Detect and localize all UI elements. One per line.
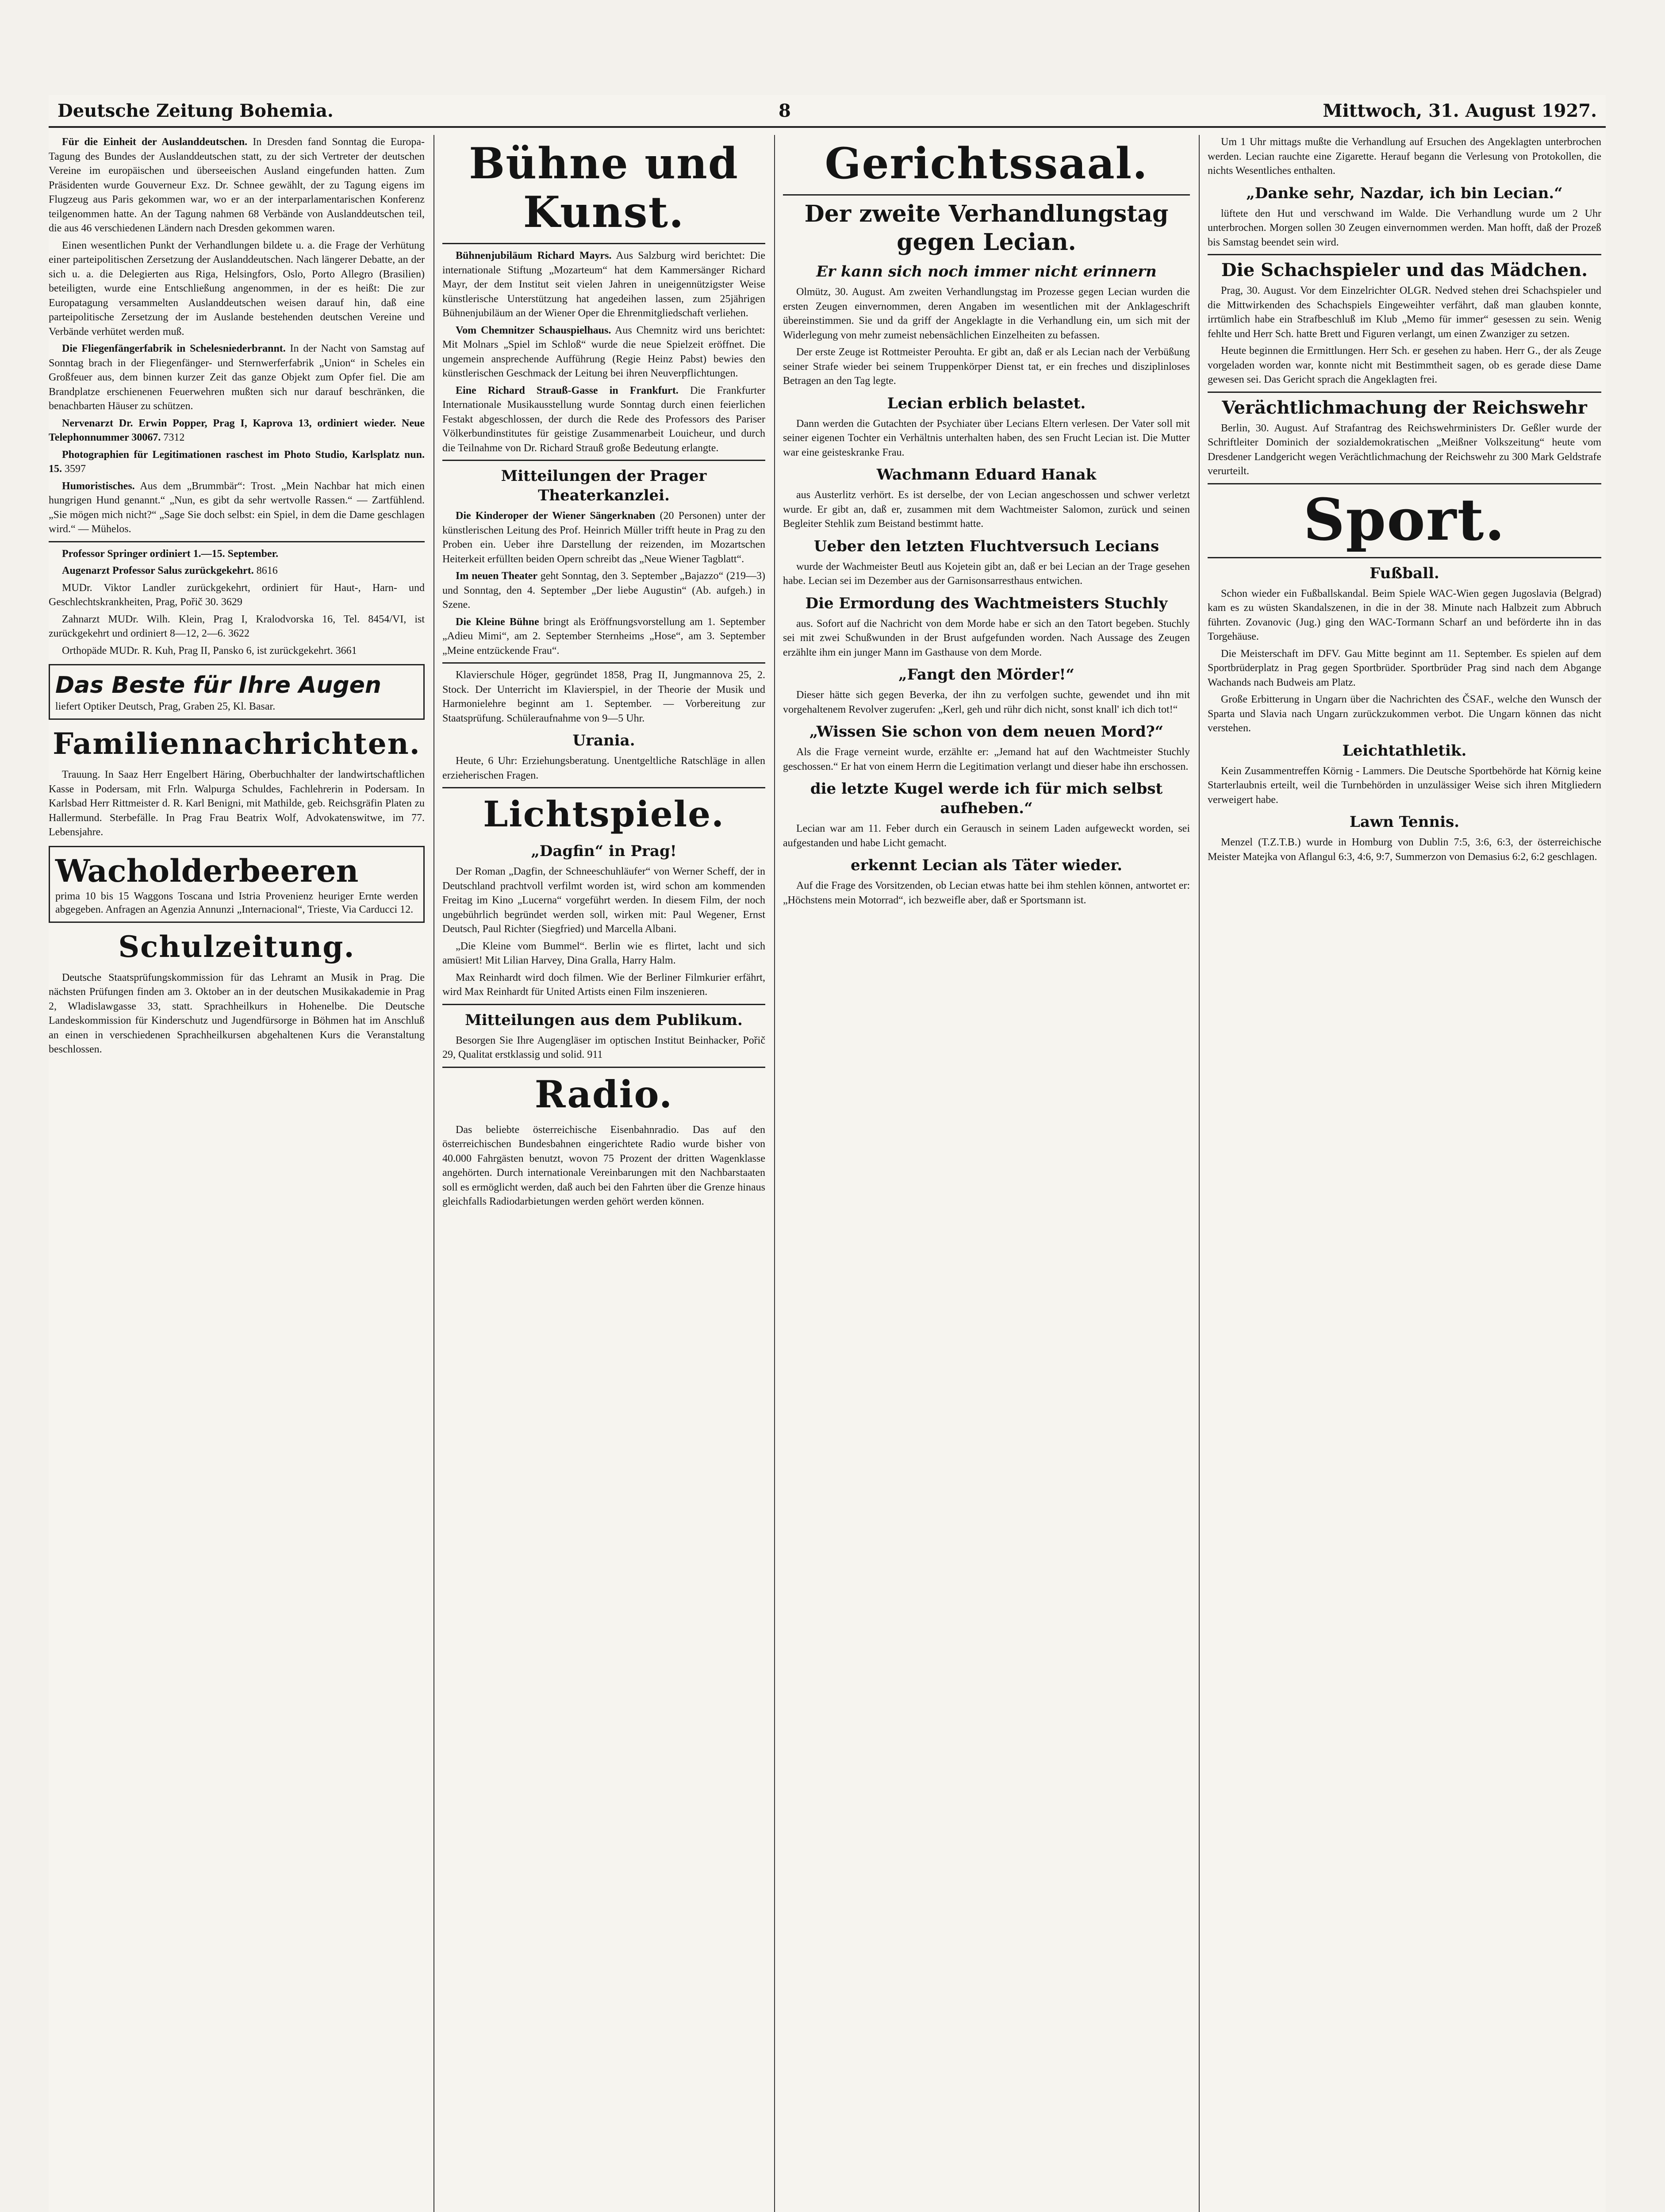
article-paragraph: Große Erbitterung in Ungarn über die Nachrichten des ČSAF., welche den Wunsch der Sparta und Slavia nach Ungarn zurückzukommen verbot. Die Ungarn können das nicht verstehen. <box>1208 694 1601 734</box>
article-paragraph: Die Kinderoper der Wiener Sängerknaben (20 Personen) unter der künstlerischen Leitung des Prof. Heinrich Müller trifft heute in Prag zu den Proben ein. Ueber ihre Darstellung der reizenden, im Mozartschen Heiterkeit erfüllten beiden Opern schreibt das „Neue Wiener Tagblatt“. <box>442 510 765 565</box>
article-title: Vom Chemnitzer Schauspielhaus. <box>456 324 611 336</box>
article-paragraph: Als die Frage verneint wurde, erzählte er: „Jemand hat auf den Wachtmeister Stuchly geschossen.“ Er hat von einem Herrn die Legitimation verlangt und dieser habe ihn erschossen. <box>783 746 1190 772</box>
article-paragraph: Lecian war am 11. Feber durch ein Gerausch in seinem Laden aufgeweckt worden, sei aufgestanden und habe Licht gemacht. <box>783 823 1190 849</box>
column-2 <box>442 135 765 2212</box>
notice: Photographien für Legitimationen raschest im Photo Studio, Karlsplatz nun. 15. 3597 <box>49 449 425 475</box>
section-heading: Schulzeitung. <box>118 929 355 964</box>
notice: Orthopäde MUDr. R. Kuh, Prag II, Pansko 6, ist zurückgekehrt. 3661 <box>62 645 357 657</box>
article-paragraph: Heute, 6 Uhr: Erziehungsberatung. Unentgeltliche Ratschläge in allen erzieherischen Fragen. <box>442 755 765 781</box>
column-rule <box>774 135 775 2212</box>
article-title: Für die Einheit der Auslanddeutschen. <box>62 136 248 148</box>
article-title: Die Fliegenfängerfabrik in Schelesniederbrannt. <box>62 343 286 354</box>
article-paragraph: Prag, 30. August. Vor dem Einzelrichter OLGR. Nedved stehen drei Schachspieler und die Mittwirkenden des Schachspiels Eingeweihter verfährt, daß man glauben konnte, irrtümlich habe ein Strafbeschluß im Klub „Memo für immer“ gesessen zu sein. Wenig fehlte und Herr Sch. hatte Brett und Figuren verlangt, um einen Zwanziger zu setzen. <box>1208 285 1601 340</box>
article-paragraph: Die Kleine Bühne bringt als Eröffnungsvorstellung am 1. September „Adieu Mimi“, am 2. September Sternheims „Hose“, am 3. September „Meine entzückende Frau“. <box>442 616 765 657</box>
article-paragraph: Der Roman „Dagfin, der Schneeschuhläufer“ von Werner Scheff, der in Deutschland prachtvoll verfilmt worden ist, wird schon am kommenden Freitag im Kino „Lucerna“ vorgeführt werden. In diesem Film, der noch ungebührlich begründet werden soll, wirken mit: Paul Wegener, Ernst Deutsch, Paul Richter (Siegfried) und Marcella Albani. <box>442 866 765 935</box>
article-paragraph: Das beliebte österreichische Eisenbahnradio. Das auf den österreichischen Bundesbahnen eingerichtete Radio wurde bisher von 40.000 Fahrgästen benutzt, wovon 75 Prozent der dritten Wagenklasse angehörten. Durch internationale Vereinbarungen mit den Nachbarstaaten soll es ermöglicht werden, daß auch bei den Fahrten über die Grenze hinaus gleichfalls Radiodarbietungen werden gehört werden können. <box>442 1124 765 1207</box>
article-paragraph: Heute beginnen die Ermittlungen. Herr Sch. er gesehen zu haben. Herr G., der als Zeuge vorgeladen worden war, konnte nicht mit Bestimmtheit sagen, ob es gerade diese Dame gewesen sei. Das Gericht sprach die Angeklagten frei. <box>1208 345 1601 385</box>
ad-body: prima 10 bis 15 Waggons Toscana und Istria Provenienz heuriger Ernte werden abgegeben. Anfragen an Agenzia Annunzi „Internacional“, Trieste, Via Carducci 12. <box>55 890 418 915</box>
divider <box>442 787 765 788</box>
article-paragraph: aus. Sofort auf die Nachricht von dem Morde habe er sich an den Tatort begeben. Stuchly sei mit zwei Schußwunden in der Brust aufgefunden worden. Nach Aussage des Zeugen erzählte ihm ein junger Mann im Gasthause von dem Morde. <box>783 618 1190 658</box>
section-heading: Radio. <box>534 1072 673 1116</box>
article-paragraph: aus Austerlitz verhört. Es ist derselbe, der von Lecian angeschossen und schwer verletzt wurde. Er gibt an, daß er, zusammen mit dem Wachtmeister Salomon, zurück und seinen Begleiter Stehlik zum Beistand bestimmt hatte. <box>783 489 1190 530</box>
article-paragraph: Menzel (T.Z.T.B.) wurde in Homburg von Dublin 7:5, 3:6, 6:3, der österreichische Meister Matejka von Aflangul 6:3, 4:6, 9:7, Summerzon von Demasius 6:2, 6:2 geschlagen. <box>1208 837 1601 863</box>
article-headline: Der zweite Verhandlungstag gegen Lecian. <box>804 200 1169 256</box>
subsection-heading: „Dagfin“ in Prag! <box>531 842 677 860</box>
divider <box>442 243 765 244</box>
article-paragraph: Dieser hätte sich gegen Beverka, der ihn zu verfolgen suchte, gewendet und ihn mit vorgehaltenem Revolver zugerufen: „Kerl, geh und rühr dich nicht, sonst knall' ich dich tot!“ <box>783 689 1190 715</box>
page-number: 8 <box>779 100 791 121</box>
article-paragraph: Um 1 Uhr mittags mußte die Verhandlung auf Ersuchen des Angeklagten unterbrochen werden. Lecian rauchte eine Zigarette. Herauf begann die Verlesung von Protokollen, die nichts Wesentliches enthalten. <box>1208 136 1601 177</box>
masthead <box>49 95 1606 128</box>
article-paragraph: Trauung. In Saaz Herr Engelbert Häring, Oberbuchhalter der landwirtschaftlichen Kasse in Podersam, mit Frln. Walpurga Schuldes, Fachlehrerin in Podersam. In Karlsbad Herr Rittmeister d. R. Karl Benigni, mit Mathilde, geb. Reichsgräfin Platen zu Hallermund. Sterbefälle. In Prag Frau Beatrix Wolf, Advokatenswitwe, im 77. Lebensjahre. <box>49 769 425 838</box>
article-paragraph: Im neuen Theater geht Sonntag, den 3. September „Bajazzo“ (219—3) und Sonntag, den 4. September „Der liebe Augustin“ (Ab. aufgeh.) in Szene. <box>442 570 765 611</box>
notice: Augenarzt Professor Salus zurückgekehrt. 8616 <box>62 565 278 576</box>
column-rule <box>1199 135 1200 2212</box>
divider <box>1208 557 1601 558</box>
column-1 <box>49 135 425 2212</box>
article-paragraph: Deutsche Staatsprüfungskommission für das Lehramt an Musik in Prag. Die nächsten Prüfungen finden am 3. Oktober an in der deutschen Musikakademie in Prag 2, Wladislawgasse 33, statt. Sprachheilkurs in Hohenelbe. Die Deutsche Landeskommission für Kinderschutz und Jugendfürsorge in Böhmen hat im Anschluß an einen in verschiedenen Sprachheilkursen abgehaltenen Kurs die Veranstaltung beschlossen. <box>49 972 425 1055</box>
article-paragraph: Olmütz, 30. August. Am zweiten Verhandlungstag im Prozesse gegen Lecian wurden die ersten Zeugen einvernommen, deren Angaben im wesentlichen mit der Anklageschrift übereinstimmen. Sie und da griff der Angeklagte in die Verhandlung ein, um sich mit der Widerlegung von mehr zumeist nebensächlichen Einzelheiten zu befassen. <box>783 286 1190 341</box>
article-paragraph: „Die Kleine vom Bummel“. Berlin wie es flirtet, lacht und sich amüsiert! Mit Lilian Harvey, Dina Gralla, Harry Halm. <box>442 940 765 966</box>
ad-body: liefert Optiker Deutsch, Prag, Graben 25, Kl. Basar. <box>55 701 276 712</box>
article-headline: Die Schachspieler und das Mädchen. <box>1221 260 1588 280</box>
subsection-heading: Die Ermordung des Wachtmeisters Stuchly <box>805 594 1168 612</box>
advertisement <box>49 846 425 923</box>
section-heading: Lichtspiele. <box>483 793 725 835</box>
article-paragraph: Vom Chemnitzer Schauspielhaus. Aus Chemnitz wird uns berichtet: Mit Molnars „Spiel im Schloß“ wurde die neue Spielzeit eröffnet. Die ungemein ansprechende Aufführung (Regie Heinz Pabst) bewies den künstlerischen Geschmack der Leitung bei ihren Neuverpflichtungen. <box>442 324 765 379</box>
newspaper-page <box>49 95 1606 2212</box>
subsection-heading: Leichtathletik. <box>1342 741 1467 760</box>
section-heading: Gerichtssaal. <box>825 138 1148 188</box>
subsection-heading: Fußball. <box>1370 564 1439 582</box>
advertisement <box>49 664 425 720</box>
notice: Nervenarzt Dr. Erwin Popper, Prag I, Kaprova 13, ordiniert wieder. Neue Telephonnummer 30067. 7312 <box>49 417 425 443</box>
article-paragraph: Bühnenjubiläum Richard Mayrs. Aus Salzburg wird berichtet: Die internationale Stiftung „Mozarteum“ hat dem Kammersänger Richard Mayr, der dem Institut seit vielen Jahren in uneigennützigster Weise künstlerische Unterstützung hat angedeihen lassen, zum 25jährigen Bühnenjubiläum an der Wiener Oper die Ehrenmitgliedschaft verliehen. <box>442 250 765 319</box>
masthead-paper-name: Deutsche Zeitung Bohemia. <box>58 100 334 121</box>
article-paragraph: lüftete den Hut und verschwand im Walde. Die Verhandlung wurde um 2 Uhr unterbrochen. Morgen sollen 30 Zeugen einvernommen werden. Man hofft, daß der Prozeß bis Samstag beendet sein wird. <box>1208 207 1601 248</box>
article-title: Die Kleine Bühne <box>456 616 539 628</box>
divider <box>442 1004 765 1005</box>
article-title: Im neuen Theater <box>456 570 538 582</box>
subsection-heading: „Danke sehr, Nazdar, ich bin Lecian.“ <box>1246 184 1563 202</box>
article-paragraph: Die Meisterschaft im DFV. Gau Mitte beginnt am 11. September. Es spielen auf dem Sportbrüderplatz in Prag gegen Sportbrüder. Sportbrüder Prag sind nach dem Abgange Wachands nach Budweis am Platz. <box>1208 648 1601 688</box>
divider <box>49 541 425 542</box>
subsection-heading: erkennt Lecian als Täter wieder. <box>850 856 1123 874</box>
article-paragraph: Dann werden die Gutachten der Psychiater über Lecians Eltern verlesen. Der Vater soll mit seiner eigenen Tochter ein Verhältnis unterhalten haben, des sen Frucht Lecian ist. Die Mutter war eine geisteskranke Frau. <box>783 418 1190 458</box>
article-subheadline: Er kann sich noch immer nicht erinnern <box>816 263 1157 280</box>
article-paragraph: Max Reinhardt wird doch filmen. Wie der Berliner Filmkurier erfährt, wird Max Reinhardt für United Artists einen Film inszenieren. <box>442 972 765 998</box>
section-heading: Sport. <box>1303 485 1506 553</box>
article-title: Bühnenjubiläum Richard Mayrs. <box>456 250 612 261</box>
masthead-date: Mittwoch, 31. August 1927. <box>1323 100 1597 121</box>
notice: Zahnarzt MUDr. Wilh. Klein, Prag I, Kralodvorska 16, Tel. 8454/VI, ist zurückgekehrt und ordiniert 8—12, 2—6. 3622 <box>49 613 425 639</box>
article-title: Humoristisches. <box>62 480 135 492</box>
article-title: Eine Richard Strauß-Gasse in Frankfurt. <box>456 384 679 396</box>
column-3 <box>783 135 1190 2212</box>
divider <box>1208 483 1601 484</box>
subsection-heading: Lecian erblich belastet. <box>887 394 1086 412</box>
article-paragraph: Eine Richard Strauß-Gasse in Frankfurt. Die Frankfurter Internationale Musikausstellung wurde Sonntag durch einen feierlichen Festakt abgeschlossen, der durch die Rede des Professors des Pariser Völkerbundinstitutes für geistige Zusammenarbeit Louicheur, und durch die Teilnahme von Dr. Richard Strauß große Bedeutung erlangte. <box>442 384 765 454</box>
notice: Professor Springer ordiniert 1.—15. September. <box>62 548 279 560</box>
subsection-heading: „Fangt den Mörder!“ <box>898 666 1074 684</box>
divider <box>442 662 765 664</box>
article-paragraph: Der erste Zeuge ist Rottmeister Perouhta. Er gibt an, daß er als Lecian nach der Verbüßung seiner Strafe wieder bei seinem Truppenkörper Dienst tat, er ein freches und disziplinloses Betragen an den Tag legte. <box>783 346 1190 387</box>
subsection-heading: Ueber den letzten Fluchtversuch Lecians <box>813 537 1159 555</box>
article-paragraph: Klavierschule Höger, gegründet 1858, Prag II, Jungmannova 25, 2. Stock. Der Unterricht im Klavierspiel, in der Theorie der Musik und Harmonielehre beginnt am 1. September. — Vorbereitung zur Staatsprüfung. Schüleraufnahme von 9—5 Uhr. <box>442 669 765 724</box>
article-paragraph: Berlin, 30. August. Auf Strafantrag des Reichswehrministers Dr. Geßler wurde der Schriftleiter Dominich der sozialdemokratischen „Meißner Volkszeitung“ heute vom Dresdener Landgericht wegen Verächtlichmachung der Reichswehr zu 300 Mark Geldstrafe verurteilt. <box>1208 422 1601 477</box>
article-paragraph: Auf die Frage des Vorsitzenden, ob Lecian etwas hatte bei ihm stehlen können, antwortet er: „Höchstens mein Motorrad“, ich bezweifle aber, daß er Sportsmann ist. <box>783 880 1190 906</box>
ad-title: Wacholderbeeren <box>55 852 359 889</box>
article-paragraph: Besorgen Sie Ihre Augengläser im optischen Institut Beinhacker, Pořič 29, Qualitat erstklassig und solid. 911 <box>442 1034 765 1060</box>
section-heading: Bühne und Kunst. <box>469 138 739 237</box>
divider <box>442 460 765 461</box>
article-paragraph: Kein Zusammentreffen Körnig - Lammers. Die Deutsche Sportbehörde hat Körnig keine Starterlaubnis erteilt, weil die Turnbehörden in unzulässiger Weise sich ihren Mitgliedern verweigert habe. <box>1208 765 1601 806</box>
subsection-heading: Wachmann Eduard Hanak <box>876 466 1097 484</box>
subsection-heading: die letzte Kugel werde ich für mich selbst aufheben.“ <box>810 780 1163 817</box>
divider <box>1208 254 1601 255</box>
subsection-heading: „Wissen Sie schon von dem neuen Mord?“ <box>809 723 1164 741</box>
article-paragraph: Schon wieder ein Fußballskandal. Beim Spiele WAC-Wien gegen Jugoslavia (Belgrad) kam es zu wüsten Skandalszenen, in die in der 38. Minute nach Halbzeit zum Abbruch führten. Zovanovic (Jug.) ging den WAC-Tormann Scharf an und beförderte ihn in das Torgehäuse. <box>1208 588 1601 642</box>
notice: MUDr. Viktor Landler zurückgekehrt, ordiniert für Haut-, Harn- und Geschlechtskrankheiten, Prag, Pořič 30. 3629 <box>49 582 425 608</box>
section-heading: Familiennachrichten. <box>53 726 421 761</box>
divider <box>442 1067 765 1068</box>
divider <box>783 194 1190 196</box>
subsection-heading: Mitteilungen der Prager Theaterkanzlei. <box>501 467 707 504</box>
ad-title: Das Beste für Ihre Augen <box>55 672 381 699</box>
article-headline: Verächtlichmachung der Reichswehr <box>1222 397 1587 418</box>
article-paragraph: Für die Einheit der Auslanddeutschen. In Dresden fand Sonntag die Europa-Tagung des Bundes der Auslanddeutschen statt, zu der sich Vertreter der deutschen Vereine im europäischen und überseeischen Ausland eingefunden hatten. Zum Präsidenten wurde Gouverneur Exz. Dr. Schnee gewählt, der zu Tagung eigens im Flugzeug aus Paris gekommen war, wo er an der interparlamentarischen Konferenz teilgenommen hatte. An der Tagung nahmen 68 Verbände von Auslanddeutschen teil, die aus 46 verschiedenen Ländern nach Dresden gekommen waren. <box>49 136 425 234</box>
subsection-heading: Lawn Tennis. <box>1349 813 1460 831</box>
article-title: Die Kinderoper der Wiener Sängerknaben <box>456 510 656 522</box>
article-paragraph: Humoristisches. Aus dem „Brummbär“: Trost. „Mein Nachbar hat mich einen hungrigen Hund genannt.“ „Nun, es gibt da sehr wertvolle Rassen.“ — Zartfühlend. „Sie mögen mich nicht?“ „Sage Sie doch selbst: ein Spiel, in dem die Dame geschlagen wird.“ — Mühelos. <box>49 480 425 535</box>
subsection-heading: Mitteilungen aus dem Publikum. <box>465 1011 743 1029</box>
article-paragraph: Die Fliegenfängerfabrik in Schelesniederbrannt. In der Nacht von Samstag auf Sonntag brach in der Fliegenfänger- und Sternwerferfabrik „Union“ in Scheles ein Großfeuer aus, dem binnen kurzer Zeit das ganze Objekt zum Opfer fiel. Die am Brandplatze erschienenen Feuerwehren mußten sich nur darauf beschränken, die benachbarten Häuser zu schützen. <box>49 343 425 412</box>
subsection-heading: Urania. <box>572 732 635 749</box>
column-4 <box>1208 135 1601 2212</box>
article-paragraph: Einen wesentlichen Punkt der Verhandlungen bildete u. a. die Frage der Verhütung einer parteipolitischen Zersetzung der Auslanddeutschen. Nach längerer Debatte, an der sich u. a. die Delegierten aus Riga, Helsingfors, Oslo, Porto Allegro (Brasilien) beteiligten, wurde eine Entschließung angenommen, in der es heißt: Die zur Europatagung versammelten Auslanddeutschen weisen darauf hin, daß eine parteipolitische Zersetzung der im Auslande bestehenden deutschen Vereine und Verbände verhütet werden muß. <box>49 239 425 338</box>
divider <box>1208 392 1601 393</box>
article-paragraph: wurde der Wachmeister Beutl aus Kojetein gibt an, daß er bei Lecian an der Trage gesehen habe. Lecian sei im Dezember aus der Garnisonsarresthaus entwichen. <box>783 561 1190 587</box>
